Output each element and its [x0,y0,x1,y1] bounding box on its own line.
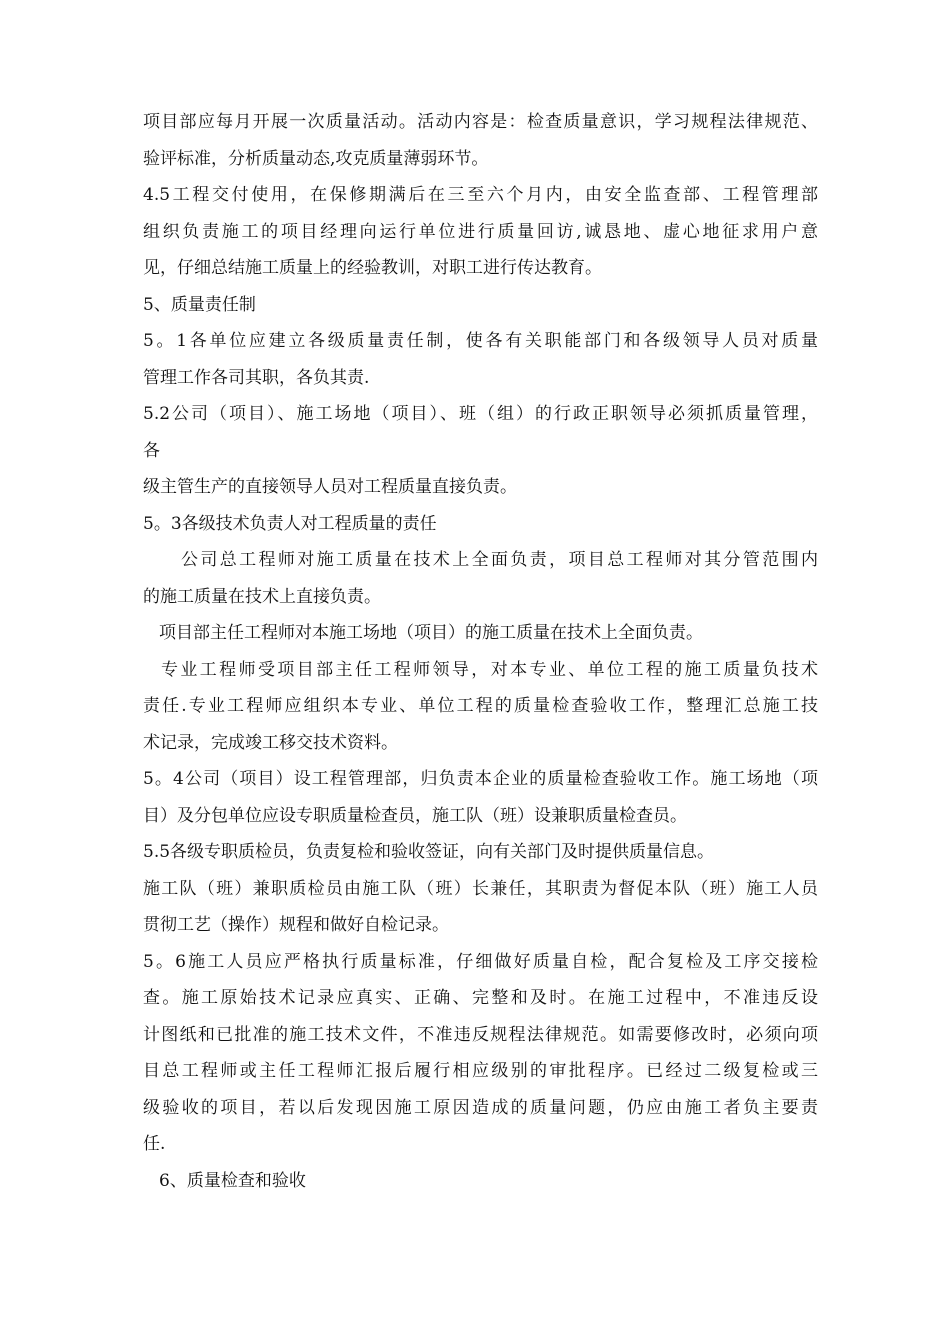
paragraph-line: 组织负责施工的项目经理向运行单位进行质量回访,诚恳地、虚心地征求用户意 [143,221,818,242]
paragraph-line: 目）及分包单位应设专职质量检查员，施工队（班）设兼职质量检查员。 [143,805,687,826]
paragraph-line: 验评标准，分析质量动态,攻克质量薄弱环节。 [143,148,489,169]
paragraph-line: 计图纸和已批准的施工技术文件，不准违反规程法律规范。如需要修改时，必须向项 [143,1024,818,1045]
paragraph-line: 查。施工原始技术记录应真实、正确、完整和及时。在施工过程中，不准违反设 [143,988,818,1008]
section-heading: 5、质量责任制 [143,294,256,315]
paragraph-line: 各 [143,440,160,461]
paragraph-line: 管理工作各司其职，各负其责. [143,367,370,388]
paragraph-line: 4.5工程交付使用，在保修期满后在三至六个月内，由安全监查部、工程管理部 [143,185,818,205]
paragraph-line: 公司总工程师对施工质量在技术上全面负责，项目总工程师对其分管范围内 [181,550,818,570]
paragraph-line: 5.2公司（项目）、施工场地（项目）、班（组）的行政正职领导必须抓质量管理， [143,404,818,424]
paragraph-line: 见，仔细总结施工质量上的经验教训，对职工进行传达教育。 [143,258,602,278]
paragraph-line: 施工队（班）兼职质检员由施工队（班）长兼任，其职责为督促本队（班）施工人员 [143,878,818,899]
paragraph-line: 责任.专业工程师应组织本专业、单位工程的质量检查验收工作，整理汇总施工技 [143,696,818,716]
paragraph-line: 专业工程师受项目部主任工程师领导，对本专业、单位工程的施工质量负技术 [161,659,818,680]
paragraph-line: 级主管生产的直接领导人员对工程质量直接负责。 [143,477,517,497]
document-body [143,104,818,1199]
section-heading: 6、质量检查和验收 [159,1170,306,1191]
paragraph-line: 5。6施工人员应严格执行质量标准，仔细做好质量自检，配合复检及工序交接检 [143,951,818,972]
paragraph-line: 的施工质量在技术上直接负责。 [143,586,381,607]
paragraph-line: 目总工程师或主任工程师汇报后履行相应级别的审批程序。已经过二级复检或三 [143,1061,818,1081]
paragraph-line: 5。1各单位应建立各级质量责任制，使各有关职能部门和各级领导人员对质量 [143,331,818,351]
paragraph-line: 5.5各级专职质检员，负责复检和验收签证，向有关部门及时提供质量信息。 [143,842,715,862]
paragraph-line: 项目部应每月开展一次质量活动。活动内容是：检查质量意识，学习规程法律规范、 [143,112,818,132]
paragraph-line: 5。4公司（项目）设工程管理部，归负责本企业的质量检查验收工作。施工场地（项 [143,769,818,789]
paragraph-line: 贯彻工艺（操作）规程和做好自检记录。 [143,915,449,935]
paragraph-line: 术记录，完成竣工移交技术资料。 [143,732,398,753]
paragraph-line: 级验收的项目，若以后发现因施工原因造成的质量问题，仍应由施工者负主要责 [143,1097,818,1118]
subsection-heading: 5。3各级技术负责人对工程质量的责任 [143,513,437,534]
paragraph-line: 任. [143,1134,166,1154]
paragraph-line: 项目部主任工程师对本施工场地（项目）的施工质量在技术上全面负责。 [159,623,703,643]
